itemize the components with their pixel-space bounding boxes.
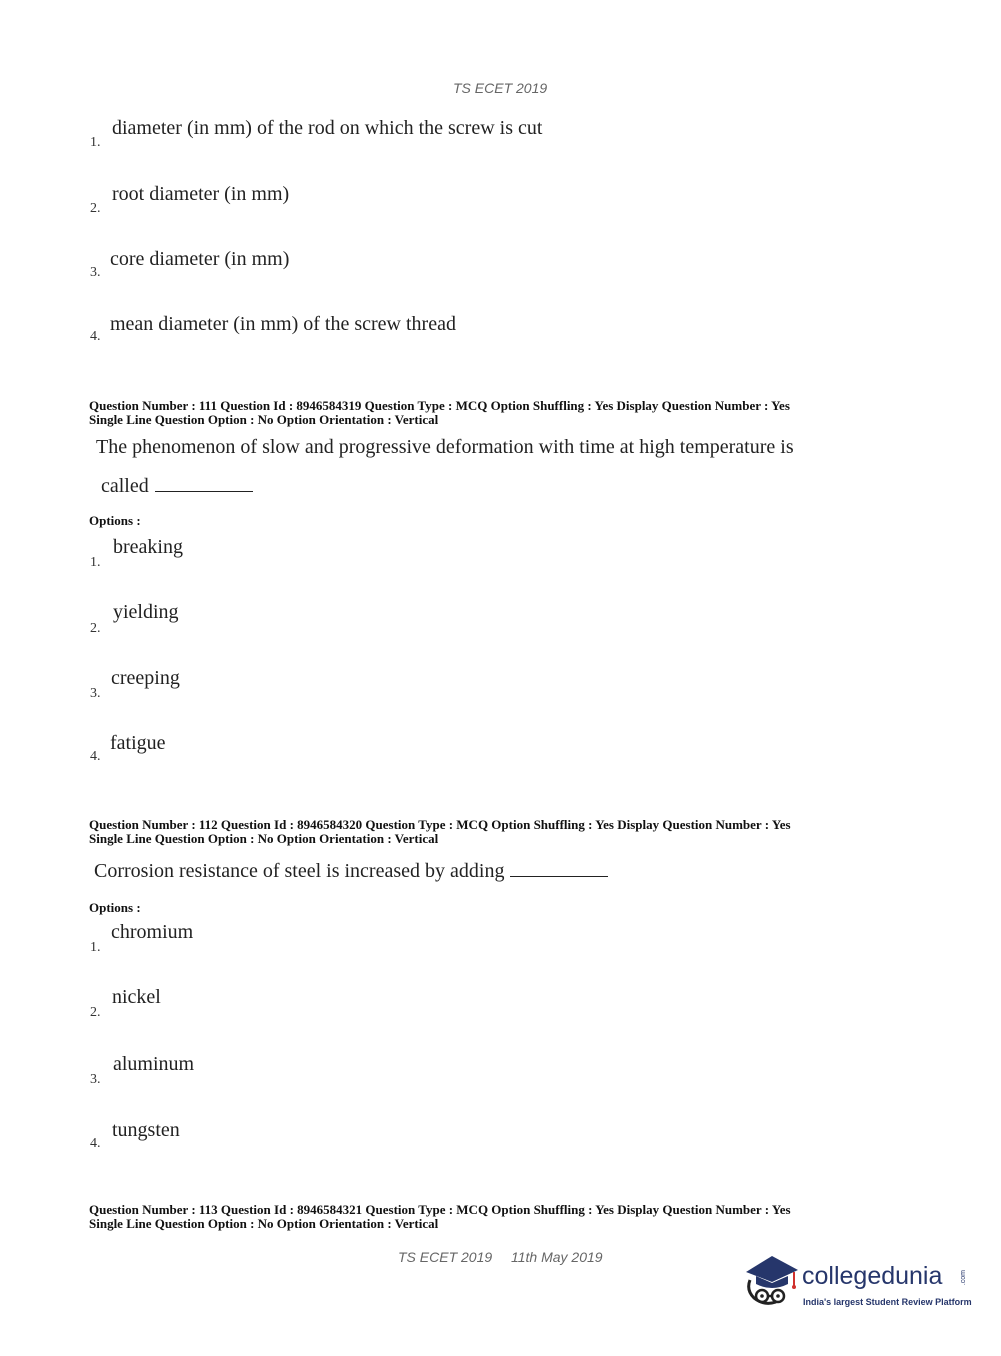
option-text: core diameter (in mm) (110, 248, 290, 270)
option-number: 3. (90, 265, 101, 280)
options-label: Options : (89, 513, 141, 528)
option-text: tungsten (112, 1119, 180, 1141)
option-text: root diameter (in mm) (112, 183, 290, 205)
collegedunia-mascot-icon (742, 1250, 802, 1310)
footer-date: 11th May 2019 (511, 1249, 603, 1265)
footer-exam: TS ECET 2019 (398, 1249, 493, 1265)
option-text: diameter (in mm) of the rod on which the screw is cut (112, 117, 543, 139)
question-meta: Question Number : 112 Question Id : 8946584320 Question Type : MCQ Option Shuffling : Yes Display Question Number : Yes (89, 817, 791, 832)
question-meta: Single Line Question Option : No Option Orientation : Vertical (89, 412, 439, 427)
brand-tld: .com (960, 1270, 967, 1286)
option-text: breaking (113, 536, 183, 558)
option-number: 4. (90, 329, 101, 344)
option-number: 3. (90, 686, 101, 701)
answer-blank (155, 473, 253, 492)
option-text: fatigue (110, 732, 166, 754)
question-meta: Single Line Question Option : No Option Orientation : Vertical (89, 1216, 439, 1231)
option-number: 2. (90, 621, 101, 636)
question-stem-line2 (101, 473, 253, 498)
question-meta: Question Number : 111 Question Id : 8946584319 Question Type : MCQ Option Shuffling : Yes Display Question Number : Yes (89, 398, 790, 413)
option-number: 1. (90, 940, 101, 955)
question-stem: The phenomenon of slow and progressive deformation with time at high temperature is (96, 436, 794, 458)
option-number: 3. (90, 1072, 101, 1087)
page-header: TS ECET 2019 (453, 80, 548, 96)
brand-name: collegedunia (802, 1262, 943, 1290)
brand-tagline: India's largest Student Review Platform (803, 1297, 972, 1307)
question-stem-text: Corrosion resistance of steel is increased by adding (94, 860, 505, 882)
option-text: creeping (111, 667, 180, 689)
option-text: chromium (111, 921, 194, 943)
option-text: aluminum (113, 1053, 195, 1075)
question-meta: Single Line Question Option : No Option Orientation : Vertical (89, 831, 439, 846)
question-meta: Question Number : 113 Question Id : 8946584321 Question Type : MCQ Option Shuffling : Yes Display Question Number : Yes (89, 1202, 791, 1217)
question-stem-text: called (101, 475, 149, 497)
option-number: 2. (90, 1005, 101, 1020)
option-text: yielding (113, 601, 179, 623)
option-number: 4. (90, 749, 101, 764)
question-stem-line (94, 858, 608, 883)
option-number: 2. (90, 201, 101, 216)
options-label: Options : (89, 900, 141, 915)
option-number: 1. (90, 555, 101, 570)
option-text: nickel (112, 986, 161, 1008)
option-text: mean diameter (in mm) of the screw thread (110, 313, 456, 335)
option-number: 1. (90, 135, 101, 150)
option-number: 4. (90, 1136, 101, 1151)
answer-blank (510, 858, 608, 877)
